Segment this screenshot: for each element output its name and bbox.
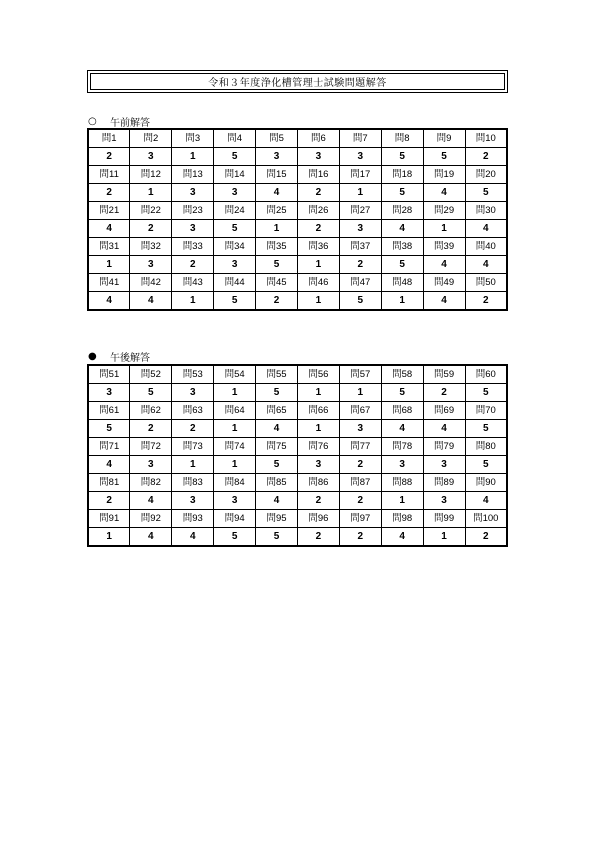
title-box <box>87 70 508 93</box>
question-number-cell: 問33 <box>172 238 214 256</box>
answer-cell: 4 <box>88 292 130 311</box>
question-number-cell: 問99 <box>423 510 465 528</box>
answer-cell: 2 <box>88 184 130 202</box>
question-number-cell: 問69 <box>423 402 465 420</box>
answer-row <box>88 492 507 510</box>
answer-cell: 5 <box>381 184 423 202</box>
answer-cell: 5 <box>130 384 172 402</box>
question-number-cell: 問30 <box>465 202 507 220</box>
question-number-cell: 問98 <box>381 510 423 528</box>
question-number-cell: 問59 <box>423 365 465 384</box>
answer-cell: 2 <box>339 492 381 510</box>
question-number-cell: 問63 <box>172 402 214 420</box>
answer-cell: 1 <box>339 384 381 402</box>
question-number-cell: 問75 <box>256 438 298 456</box>
answer-cell: 1 <box>214 456 256 474</box>
question-number-cell: 問94 <box>214 510 256 528</box>
answer-cell: 5 <box>214 220 256 238</box>
question-number-cell: 問32 <box>130 238 172 256</box>
question-number-cell: 問41 <box>88 274 130 292</box>
answer-cell: 1 <box>297 292 339 311</box>
answer-cell: 5 <box>256 384 298 402</box>
answer-cell: 2 <box>297 492 339 510</box>
answer-cell: 4 <box>130 492 172 510</box>
question-number-cell: 問8 <box>381 129 423 148</box>
answer-cell: 3 <box>214 492 256 510</box>
answer-cell: 4 <box>256 184 298 202</box>
filled-circle-icon: ● <box>88 351 97 362</box>
question-number-cell: 問58 <box>381 365 423 384</box>
answer-row <box>88 220 507 238</box>
question-number-cell: 問40 <box>465 238 507 256</box>
answer-cell: 3 <box>214 256 256 274</box>
question-number-cell: 問78 <box>381 438 423 456</box>
question-number-cell: 問24 <box>214 202 256 220</box>
answer-cell: 1 <box>88 256 130 274</box>
question-number-cell: 問15 <box>256 166 298 184</box>
answer-cell: 1 <box>130 184 172 202</box>
answer-cell: 4 <box>465 220 507 238</box>
answer-cell: 5 <box>465 420 507 438</box>
question-number-cell: 問81 <box>88 474 130 492</box>
question-number-cell: 問50 <box>465 274 507 292</box>
question-number-cell: 問1 <box>88 129 130 148</box>
question-number-cell: 問71 <box>88 438 130 456</box>
answer-cell: 4 <box>130 528 172 547</box>
question-number-cell: 問47 <box>339 274 381 292</box>
answer-cell: 3 <box>172 384 214 402</box>
question-number-cell: 問77 <box>339 438 381 456</box>
question-number-cell: 問11 <box>88 166 130 184</box>
question-number-cell: 問37 <box>339 238 381 256</box>
question-number-cell: 問18 <box>381 166 423 184</box>
answer-cell: 2 <box>297 528 339 547</box>
answer-cell: 4 <box>130 292 172 311</box>
answer-cell: 4 <box>256 492 298 510</box>
question-number-cell: 問88 <box>381 474 423 492</box>
question-number-cell: 問12 <box>130 166 172 184</box>
question-number-cell: 問26 <box>297 202 339 220</box>
open-circle-icon: ○ <box>88 116 97 127</box>
question-number-cell: 問64 <box>214 402 256 420</box>
answer-cell: 4 <box>172 528 214 547</box>
question-number-cell: 問48 <box>381 274 423 292</box>
question-number-cell: 問66 <box>297 402 339 420</box>
answer-cell: 5 <box>381 256 423 274</box>
answer-cell: 1 <box>381 292 423 311</box>
question-number-cell: 問95 <box>256 510 298 528</box>
answer-cell: 2 <box>465 148 507 166</box>
answer-row <box>88 292 507 311</box>
answer-cell: 2 <box>423 384 465 402</box>
question-number-cell: 問6 <box>297 129 339 148</box>
answer-cell: 2 <box>297 220 339 238</box>
answer-cell: 1 <box>214 384 256 402</box>
answer-cell: 2 <box>339 256 381 274</box>
question-number-cell: 問42 <box>130 274 172 292</box>
question-number-cell: 問55 <box>256 365 298 384</box>
question-number-cell: 問13 <box>172 166 214 184</box>
question-number-cell: 問7 <box>339 129 381 148</box>
answer-cell: 3 <box>381 456 423 474</box>
answer-cell: 1 <box>297 420 339 438</box>
question-number-cell: 問65 <box>256 402 298 420</box>
answer-cell: 5 <box>381 384 423 402</box>
question-number-row <box>88 129 507 148</box>
answer-cell: 3 <box>130 148 172 166</box>
answer-cell: 1 <box>297 256 339 274</box>
question-number-cell: 問85 <box>256 474 298 492</box>
question-number-cell: 問52 <box>130 365 172 384</box>
answer-row <box>88 456 507 474</box>
answer-cell: 1 <box>297 384 339 402</box>
morning-heading <box>88 114 150 129</box>
question-number-cell: 問34 <box>214 238 256 256</box>
question-number-cell: 問53 <box>172 365 214 384</box>
answer-cell: 3 <box>172 220 214 238</box>
question-number-cell: 問89 <box>423 474 465 492</box>
question-number-cell: 問60 <box>465 365 507 384</box>
question-number-cell: 問92 <box>130 510 172 528</box>
answer-cell: 4 <box>465 492 507 510</box>
answer-cell: 5 <box>88 420 130 438</box>
answer-cell: 1 <box>172 148 214 166</box>
question-number-row <box>88 438 507 456</box>
page-title: 令和３年度浄化槽管理士試験問題解答 <box>90 73 505 90</box>
question-number-cell: 問10 <box>465 129 507 148</box>
answer-cell: 3 <box>339 420 381 438</box>
question-number-cell: 問46 <box>297 274 339 292</box>
answer-row <box>88 148 507 166</box>
answer-cell: 2 <box>465 292 507 311</box>
question-number-cell: 問39 <box>423 238 465 256</box>
answer-cell: 3 <box>256 148 298 166</box>
answer-cell: 4 <box>423 420 465 438</box>
question-number-cell: 問57 <box>339 365 381 384</box>
answer-cell: 5 <box>423 148 465 166</box>
question-number-cell: 問29 <box>423 202 465 220</box>
question-number-cell: 問51 <box>88 365 130 384</box>
question-number-cell: 問73 <box>172 438 214 456</box>
morning-answer-table <box>87 128 508 311</box>
answer-cell: 2 <box>172 420 214 438</box>
answer-cell: 1 <box>256 220 298 238</box>
question-number-cell: 問100 <box>465 510 507 528</box>
afternoon-heading <box>88 349 150 364</box>
question-number-cell: 問27 <box>339 202 381 220</box>
answer-cell: 3 <box>423 492 465 510</box>
answer-cell: 2 <box>256 292 298 311</box>
answer-cell: 3 <box>172 492 214 510</box>
answer-cell: 3 <box>172 184 214 202</box>
answer-cell: 3 <box>88 384 130 402</box>
answer-cell: 3 <box>297 148 339 166</box>
question-number-cell: 問62 <box>130 402 172 420</box>
question-number-cell: 問20 <box>465 166 507 184</box>
answer-cell: 5 <box>256 456 298 474</box>
question-number-cell: 問83 <box>172 474 214 492</box>
answer-cell: 5 <box>256 528 298 547</box>
answer-cell: 5 <box>381 148 423 166</box>
answer-cell: 1 <box>172 456 214 474</box>
question-number-cell: 問61 <box>88 402 130 420</box>
answer-cell: 1 <box>214 420 256 438</box>
question-number-cell: 問76 <box>297 438 339 456</box>
answer-cell: 5 <box>214 528 256 547</box>
question-number-cell: 問79 <box>423 438 465 456</box>
question-number-cell: 問84 <box>214 474 256 492</box>
question-number-cell: 問68 <box>381 402 423 420</box>
question-number-cell: 問72 <box>130 438 172 456</box>
answer-cell: 4 <box>256 420 298 438</box>
answer-cell: 5 <box>465 456 507 474</box>
question-number-cell: 問28 <box>381 202 423 220</box>
afternoon-label: 午後解答 <box>110 353 150 364</box>
question-number-cell: 問31 <box>88 238 130 256</box>
answer-cell: 1 <box>423 528 465 547</box>
answer-cell: 1 <box>88 528 130 547</box>
question-number-row <box>88 365 507 384</box>
question-number-row <box>88 274 507 292</box>
answer-cell: 4 <box>423 292 465 311</box>
answer-cell: 1 <box>172 292 214 311</box>
answer-cell: 4 <box>381 220 423 238</box>
question-number-cell: 問9 <box>423 129 465 148</box>
question-number-cell: 問25 <box>256 202 298 220</box>
question-number-cell: 問49 <box>423 274 465 292</box>
question-number-row <box>88 510 507 528</box>
question-number-cell: 問38 <box>381 238 423 256</box>
answer-cell: 2 <box>297 184 339 202</box>
answer-cell: 2 <box>339 456 381 474</box>
answer-cell: 5 <box>256 256 298 274</box>
afternoon-answer-table <box>87 364 508 547</box>
answer-row <box>88 420 507 438</box>
question-number-cell: 問5 <box>256 129 298 148</box>
question-number-cell: 問16 <box>297 166 339 184</box>
question-number-cell: 問56 <box>297 365 339 384</box>
answer-cell: 4 <box>88 456 130 474</box>
question-number-row <box>88 238 507 256</box>
answer-cell: 3 <box>423 456 465 474</box>
question-number-cell: 問70 <box>465 402 507 420</box>
question-number-cell: 問45 <box>256 274 298 292</box>
answer-cell: 2 <box>130 420 172 438</box>
answer-cell: 2 <box>130 220 172 238</box>
answer-cell: 4 <box>465 256 507 274</box>
answer-cell: 4 <box>381 420 423 438</box>
answer-cell: 3 <box>214 184 256 202</box>
question-number-cell: 問43 <box>172 274 214 292</box>
answer-row <box>88 184 507 202</box>
question-number-cell: 問86 <box>297 474 339 492</box>
question-number-cell: 問80 <box>465 438 507 456</box>
question-number-cell: 問74 <box>214 438 256 456</box>
question-number-cell: 問87 <box>339 474 381 492</box>
question-number-cell: 問2 <box>130 129 172 148</box>
question-number-cell: 問91 <box>88 510 130 528</box>
answer-cell: 4 <box>381 528 423 547</box>
answer-cell: 1 <box>423 220 465 238</box>
answer-cell: 2 <box>88 492 130 510</box>
answer-row <box>88 256 507 274</box>
answer-cell: 3 <box>339 148 381 166</box>
question-number-cell: 問4 <box>214 129 256 148</box>
question-number-cell: 問35 <box>256 238 298 256</box>
question-number-cell: 問93 <box>172 510 214 528</box>
answer-cell: 3 <box>130 456 172 474</box>
question-number-cell: 問14 <box>214 166 256 184</box>
question-number-cell: 問54 <box>214 365 256 384</box>
answer-cell: 5 <box>214 292 256 311</box>
question-number-cell: 問97 <box>339 510 381 528</box>
question-number-cell: 問17 <box>339 166 381 184</box>
question-number-cell: 問3 <box>172 129 214 148</box>
question-number-cell: 問23 <box>172 202 214 220</box>
answer-cell: 4 <box>423 256 465 274</box>
question-number-cell: 問22 <box>130 202 172 220</box>
question-number-row <box>88 166 507 184</box>
answer-cell: 5 <box>214 148 256 166</box>
answer-row <box>88 384 507 402</box>
question-number-cell: 問67 <box>339 402 381 420</box>
question-number-cell: 問82 <box>130 474 172 492</box>
answer-cell: 1 <box>339 184 381 202</box>
answer-cell: 2 <box>465 528 507 547</box>
question-number-cell: 問90 <box>465 474 507 492</box>
question-number-cell: 問96 <box>297 510 339 528</box>
answer-cell: 3 <box>130 256 172 274</box>
question-number-row <box>88 202 507 220</box>
answer-cell: 2 <box>88 148 130 166</box>
question-number-cell: 問19 <box>423 166 465 184</box>
answer-cell: 2 <box>339 528 381 547</box>
answer-cell: 5 <box>465 184 507 202</box>
answer-cell: 5 <box>465 384 507 402</box>
question-number-cell: 問36 <box>297 238 339 256</box>
answer-cell: 2 <box>172 256 214 274</box>
answer-row <box>88 528 507 547</box>
answer-cell: 5 <box>339 292 381 311</box>
answer-cell: 4 <box>88 220 130 238</box>
morning-label: 午前解答 <box>110 118 150 129</box>
answer-cell: 4 <box>423 184 465 202</box>
answer-cell: 3 <box>297 456 339 474</box>
answer-cell: 3 <box>339 220 381 238</box>
question-number-cell: 問21 <box>88 202 130 220</box>
question-number-cell: 問44 <box>214 274 256 292</box>
answer-cell: 1 <box>381 492 423 510</box>
question-number-row <box>88 402 507 420</box>
question-number-row <box>88 474 507 492</box>
